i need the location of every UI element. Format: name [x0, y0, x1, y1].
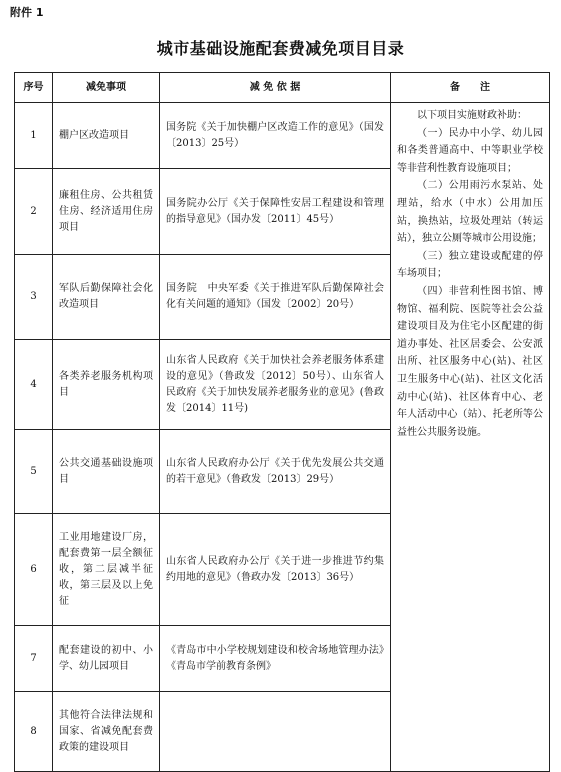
row-basis: 《青岛市中小学校规划建设和校舍场地管理办法》《青岛市学前教育条例》	[160, 626, 391, 692]
notes-item-4: （四）非营利性图书馆、博物馆、福利院、医院等社会公益建设项目及为住宅小区配建的街道办事处、社区居委会、公安派出所、社区服务中心(站)、社区卫生服务中心(站)、社区文化活动中心(站)、社区体育中心、老年人活动中心（站）、托老所等公益性公共服务设施。	[397, 285, 543, 438]
notes-item-3: （三）独立建设或配建的停车场项目；	[397, 250, 543, 280]
row-basis: 国务院 中央军委《关于推进军队后勤保障社会化有关问题的通知》（国发〔2002〕20号）	[160, 255, 391, 340]
notes-item-2: （二）公用雨污水泵站、处理站，给水（中水）公用加压站，换热站，垃圾处理站（转运站），独立公厕等城市公用设施；	[397, 180, 543, 245]
row-number: 3	[15, 255, 53, 340]
row-item: 棚户区改造项目	[53, 103, 160, 169]
row-item: 廉租住房、公共租赁住房、经济适用住房项目	[53, 169, 160, 255]
notes-cell	[391, 103, 550, 772]
row-number: 4	[15, 340, 53, 430]
exemption-table	[14, 72, 550, 772]
row-basis: 国务院《关于加快棚户区改造工作的意见》（国发〔2013〕25号）	[160, 103, 391, 169]
row-basis	[160, 692, 391, 772]
row-number: 8	[15, 692, 53, 772]
header-item: 减免事项	[53, 73, 160, 103]
row-item: 各类养老服务机构项目	[53, 340, 160, 430]
table-row	[15, 103, 550, 169]
row-number: 7	[15, 626, 53, 692]
header-notes: 备 注	[391, 73, 550, 103]
row-basis: 山东省人民政府办公厅《关于优先发展公共交通的若干意见》（鲁政发〔2013〕29号）	[160, 430, 391, 514]
document-title: 城市基础设施配套费减免项目目录	[156, 39, 405, 58]
row-basis: 山东省人民政府办公厅《关于进一步推进节约集约用地的意见》（鲁政办发〔2013〕36号）	[160, 514, 391, 626]
row-item: 军队后勤保障社会化改造项目	[53, 255, 160, 340]
row-number: 1	[15, 103, 53, 169]
notes-item-1: （一）民办中小学、幼儿园和各类普通高中、中等职业学校等非营利性教育设施项目；	[397, 127, 543, 174]
row-item: 工业用地建设厂房，配套费第一层全额征收，第二层减半征收，第三层及以上免征	[53, 514, 160, 626]
row-item: 公共交通基础设施项目	[53, 430, 160, 514]
row-number: 2	[15, 169, 53, 255]
attachment-label: 附件 1	[10, 6, 44, 19]
table-header-row	[15, 73, 550, 103]
row-number: 5	[15, 430, 53, 514]
header-basis: 减 免 依 据	[160, 73, 391, 103]
notes-intro: 以下项目实施财政补助：	[417, 110, 527, 121]
row-item: 其他符合法律法规和国家、省减免配套费政策的建设项目	[53, 692, 160, 772]
row-item: 配套建设的初中、小学、幼儿园项目	[53, 626, 160, 692]
row-number: 6	[15, 514, 53, 626]
row-basis: 国务院办公厅《关于保障性安居工程建设和管理的指导意见》（国办发〔2011〕45号）	[160, 169, 391, 255]
header-no: 序号	[15, 73, 53, 103]
row-basis: 山东省人民政府《关于加快社会养老服务体系建设的意见》（鲁政发〔2012〕50号）、山东省人民政府《关于加快发展养老服务业的意见》(鲁政发〔2014〕11号)	[160, 340, 391, 430]
